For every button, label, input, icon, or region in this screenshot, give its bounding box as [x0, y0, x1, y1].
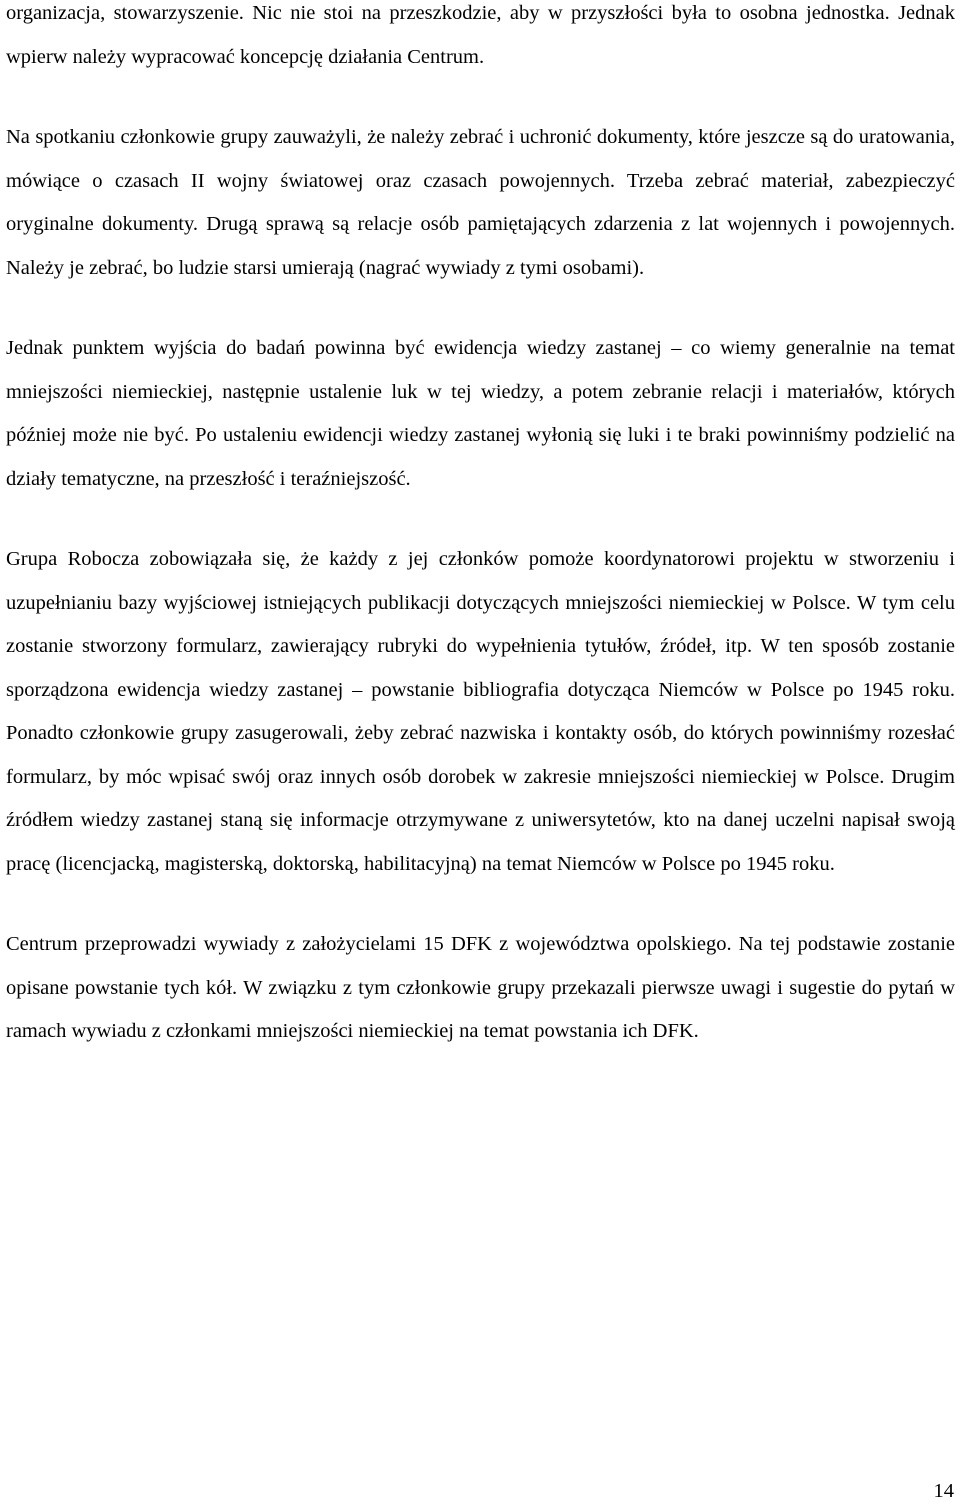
paragraph-2: Na spotkaniu członkowie grupy zauważyli, że należy zebrać i uchronić dokumenty, które jeszcze są do uratowania, mówiące o czasach II wojny światowej oraz czasach powojennych. Trzeba zebrać materiał, zabezpieczyć oryginalne dokumenty. Drugą sprawą są relacje osób pamiętających zdarzenia z lat wojennych i powojennych. Należy je zebrać, bo ludzie starsi umierają (nagrać wywiady z tymi osobami). — [6, 126, 955, 279]
paragraph-1: organizacja, stowarzyszenie. Nic nie stoi na przeszkodzie, aby w przyszłości była to osobna jednostka. Jednak wpierw należy wypracować koncepcję działania Centrum. — [6, 2, 955, 68]
body-text — [6, 0, 955, 1054]
paragraph-4: Grupa Robocza zobowiązała się, że każdy z jej członków pomoże koordynatorowi projektu w stworzeniu i uzupełnianiu bazy wyjściowej istniejących publikacji dotyczących mniejszości niemieckiej w Polsce. W tym celu zostanie stworzony formularz, zawierający rubryki do wypełnienia tytułów, źródeł, itp. W ten sposób zostanie sporządzona ewidencja wiedzy zastanej – powstanie bibliografia dotycząca Niemców w Polsce po 1945 roku. Ponadto członkowie grupy zasugerowali, żeby zebrać nazwiska i kontakty osób, do których powinniśmy rozesłać formularz, by móc wpisać swój oraz innych osób dorobek w zakresie mniejszości niemieckiej w Polsce. Drugim źródłem wiedzy zastanej staną się informacje otrzymywane z uniwersytetów, kto na danej uczelni napisał swoją pracę (licencjacką, magisterską, doktorską, habilitacyjną) na temat Niemców w Polsce po 1945 roku. — [6, 548, 955, 875]
paragraph-3: Jednak punktem wyjścia do badań powinna być ewidencja wiedzy zastanej – co wiemy generalnie na temat mniejszości niemieckiej, następnie ustalenie luk w tej wiedzy, a potem zebranie relacji i materiałów, których później może nie być. Po ustaleniu ewidencji wiedzy zastanej wyłonią się luki i te braki powinniśmy podzielić na działy tematyczne, na przeszłość i teraźniejszość. — [6, 337, 955, 490]
page-number: 14 — [933, 1480, 954, 1502]
paragraph-5: Centrum przeprowadzi wywiady z założycielami 15 DFK z województwa opolskiego. Na tej podstawie zostanie opisane powstanie tych kół. W związku z tym członkowie grupy przekazali pierwsze uwagi i sugestie do pytań w ramach wywiadu z członkami mniejszości niemieckiej na temat powstania ich DFK. — [6, 933, 955, 1042]
